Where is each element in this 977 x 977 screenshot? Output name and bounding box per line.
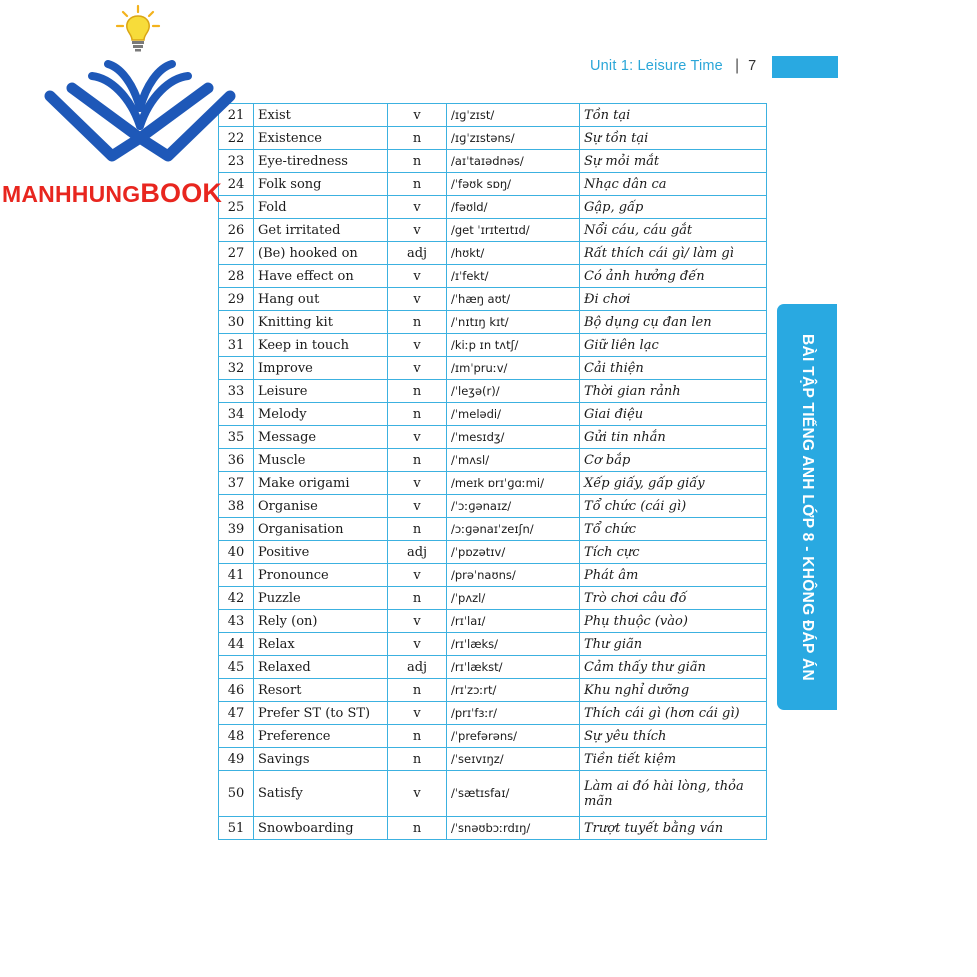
part-of-speech-cell: v	[388, 564, 447, 587]
table-row	[219, 518, 767, 541]
word-cell: Existence	[254, 127, 388, 150]
meaning-cell: Bộ dụng cụ đan len	[580, 311, 767, 334]
row-number: 36	[219, 449, 254, 472]
table-row	[219, 564, 767, 587]
table-row	[219, 127, 767, 150]
row-number: 28	[219, 265, 254, 288]
part-of-speech-cell: adj	[388, 656, 447, 679]
side-tab-text: BÀI TẬP TIẾNG ANH LỚP 8 - KHÔNG ĐÁP ÁN	[799, 333, 816, 681]
word-cell: Muscle	[254, 449, 388, 472]
row-number: 44	[219, 633, 254, 656]
meaning-cell: Trượt tuyết bằng ván	[580, 817, 767, 840]
ipa-cell: /ˈpɒzətɪv/	[447, 541, 580, 564]
brand-name-part1: MANHHUNG	[2, 181, 141, 207]
table-row	[219, 656, 767, 679]
part-of-speech-cell: v	[388, 702, 447, 725]
part-of-speech-cell: v	[388, 288, 447, 311]
row-number: 45	[219, 656, 254, 679]
table-row	[219, 357, 767, 380]
part-of-speech-cell: v	[388, 633, 447, 656]
meaning-cell: Thời gian rảnh	[580, 380, 767, 403]
table-row	[219, 633, 767, 656]
row-number: 51	[219, 817, 254, 840]
table-row	[219, 242, 767, 265]
ipa-cell: /rɪˈlæks/	[447, 633, 580, 656]
part-of-speech-cell: n	[388, 817, 447, 840]
ipa-cell: /rɪˈzɔːrt/	[447, 679, 580, 702]
part-of-speech-cell: n	[388, 380, 447, 403]
table-row	[219, 380, 767, 403]
meaning-cell: Cảm thấy thư giãn	[580, 656, 767, 679]
table-row	[219, 334, 767, 357]
word-cell: Relax	[254, 633, 388, 656]
meaning-cell: Khu nghỉ dưỡng	[580, 679, 767, 702]
word-cell: Rely (on)	[254, 610, 388, 633]
ipa-cell: /ˈmesɪdʒ/	[447, 426, 580, 449]
word-cell: Exist	[254, 104, 388, 127]
meaning-cell: Giữ liên lạc	[580, 334, 767, 357]
ipa-cell: /ˈhæŋ aʊt/	[447, 288, 580, 311]
brand-name-part2: BOOK	[140, 178, 223, 208]
part-of-speech-cell: v	[388, 104, 447, 127]
table-row	[219, 587, 767, 610]
word-cell: Puzzle	[254, 587, 388, 610]
ipa-cell: /fəʊld/	[447, 196, 580, 219]
part-of-speech-cell: adj	[388, 242, 447, 265]
row-number: 24	[219, 173, 254, 196]
part-of-speech-cell: v	[388, 265, 447, 288]
word-cell: Folk song	[254, 173, 388, 196]
part-of-speech-cell: v	[388, 610, 447, 633]
table-row	[219, 495, 767, 518]
ipa-cell: /ɪˈfekt/	[447, 265, 580, 288]
table-row	[219, 196, 767, 219]
word-cell: (Be) hooked on	[254, 242, 388, 265]
part-of-speech-cell: n	[388, 311, 447, 334]
ipa-cell: /get ˈɪrɪteɪtɪd/	[447, 219, 580, 242]
meaning-cell: Cải thiện	[580, 357, 767, 380]
part-of-speech-cell: n	[388, 127, 447, 150]
open-book-icon	[42, 56, 238, 174]
word-cell: Make origami	[254, 472, 388, 495]
table-row	[219, 541, 767, 564]
table-row	[219, 702, 767, 725]
meaning-cell: Phát âm	[580, 564, 767, 587]
part-of-speech-cell: n	[388, 587, 447, 610]
meaning-cell: Trò chơi câu đố	[580, 587, 767, 610]
row-number: 48	[219, 725, 254, 748]
word-cell: Fold	[254, 196, 388, 219]
meaning-cell: Nổi cáu, cáu gắt	[580, 219, 767, 242]
table-row	[219, 679, 767, 702]
meaning-cell: Cơ bắp	[580, 449, 767, 472]
ipa-cell: /ˈsnəʊbɔːrdɪŋ/	[447, 817, 580, 840]
table-row	[219, 725, 767, 748]
table-row	[219, 311, 767, 334]
ipa-cell: /prəˈnaʊns/	[447, 564, 580, 587]
page-number: 7	[748, 58, 757, 74]
meaning-cell: Có ảnh hưởng đến	[580, 265, 767, 288]
row-number: 41	[219, 564, 254, 587]
row-number: 25	[219, 196, 254, 219]
lightbulb-icon	[115, 4, 161, 56]
table-row	[219, 104, 767, 127]
table-row	[219, 150, 767, 173]
word-cell: Resort	[254, 679, 388, 702]
ipa-cell: /ˈsætɪsfaɪ/	[447, 771, 580, 817]
table-row	[219, 426, 767, 449]
row-number: 30	[219, 311, 254, 334]
part-of-speech-cell: v	[388, 426, 447, 449]
meaning-cell: Thích cái gì (hơn cái gì)	[580, 702, 767, 725]
meaning-cell: Phụ thuộc (vào)	[580, 610, 767, 633]
table-row	[219, 771, 767, 817]
row-number: 42	[219, 587, 254, 610]
row-number: 32	[219, 357, 254, 380]
word-cell: Satisfy	[254, 771, 388, 817]
word-cell: Preference	[254, 725, 388, 748]
ipa-cell: /ɪmˈpruːv/	[447, 357, 580, 380]
brand-name	[2, 178, 222, 209]
row-number: 35	[219, 426, 254, 449]
part-of-speech-cell: v	[388, 334, 447, 357]
word-cell: Message	[254, 426, 388, 449]
row-number: 29	[219, 288, 254, 311]
meaning-cell: Tồn tại	[580, 104, 767, 127]
row-number: 43	[219, 610, 254, 633]
row-number: 46	[219, 679, 254, 702]
word-cell: Keep in touch	[254, 334, 388, 357]
ipa-cell: /ˈpʌzl/	[447, 587, 580, 610]
meaning-cell: Sự mỏi mắt	[580, 150, 767, 173]
row-number: 38	[219, 495, 254, 518]
meaning-cell: Sự yêu thích	[580, 725, 767, 748]
word-cell: Organise	[254, 495, 388, 518]
part-of-speech-cell: v	[388, 357, 447, 380]
table-row	[219, 449, 767, 472]
row-number: 47	[219, 702, 254, 725]
ipa-cell: /ˈseɪvɪŋz/	[447, 748, 580, 771]
ipa-cell: /ˈmelədi/	[447, 403, 580, 426]
word-cell: Snowboarding	[254, 817, 388, 840]
word-cell: Relaxed	[254, 656, 388, 679]
ipa-cell: /ɔːɡənaɪˈzeɪʃn/	[447, 518, 580, 541]
table-row	[219, 219, 767, 242]
ipa-cell: /hʊkt/	[447, 242, 580, 265]
table-row	[219, 817, 767, 840]
meaning-cell: Gập, gấp	[580, 196, 767, 219]
ipa-cell: /ˈmʌsl/	[447, 449, 580, 472]
table-row	[219, 748, 767, 771]
side-tab	[777, 304, 837, 710]
part-of-speech-cell: v	[388, 771, 447, 817]
ipa-cell: /meɪk ɒrɪˈɡɑːmi/	[447, 472, 580, 495]
word-cell: Hang out	[254, 288, 388, 311]
row-number: 49	[219, 748, 254, 771]
meaning-cell: Làm ai đó hài lòng, thỏa mãn	[580, 771, 767, 817]
ipa-cell: /prɪˈfɜːr/	[447, 702, 580, 725]
word-cell: Eye-tiredness	[254, 150, 388, 173]
meaning-cell: Tiền tiết kiệm	[580, 748, 767, 771]
part-of-speech-cell: adj	[388, 541, 447, 564]
row-number: 27	[219, 242, 254, 265]
part-of-speech-cell: v	[388, 196, 447, 219]
meaning-cell: Nhạc dân ca	[580, 173, 767, 196]
part-of-speech-cell: n	[388, 403, 447, 426]
row-number: 40	[219, 541, 254, 564]
ipa-cell: /rɪˈlaɪ/	[447, 610, 580, 633]
word-cell: Organisation	[254, 518, 388, 541]
ipa-cell: /ˈnɪtɪŋ kɪt/	[447, 311, 580, 334]
unit-title: Unit 1: Leisure Time	[590, 58, 723, 74]
part-of-speech-cell: n	[388, 173, 447, 196]
part-of-speech-cell: n	[388, 725, 447, 748]
ipa-cell: /aɪˈtaɪədnəs/	[447, 150, 580, 173]
vocabulary-table-body	[219, 104, 767, 840]
meaning-cell: Tổ chức	[580, 518, 767, 541]
ipa-cell: /ˈfəʊk sɒŋ/	[447, 173, 580, 196]
header-accent-bar	[772, 56, 838, 78]
row-number: 37	[219, 472, 254, 495]
ipa-cell: /ɪɡˈzɪstəns/	[447, 127, 580, 150]
row-number: 31	[219, 334, 254, 357]
word-cell: Pronounce	[254, 564, 388, 587]
ipa-cell: /ˈleʒə(r)/	[447, 380, 580, 403]
table-row	[219, 288, 767, 311]
row-number: 33	[219, 380, 254, 403]
ipa-cell: /ˈprefərəns/	[447, 725, 580, 748]
word-cell: Have effect on	[254, 265, 388, 288]
word-cell: Savings	[254, 748, 388, 771]
meaning-cell: Tích cực	[580, 541, 767, 564]
meaning-cell: Rất thích cái gì/ làm gì	[580, 242, 767, 265]
meaning-cell: Tổ chức (cái gì)	[580, 495, 767, 518]
table-row	[219, 265, 767, 288]
meaning-cell: Xếp giấy, gấp giấy	[580, 472, 767, 495]
word-cell: Prefer ST (to ST)	[254, 702, 388, 725]
ipa-cell: /ɪɡˈzɪst/	[447, 104, 580, 127]
meaning-cell: Đi chơi	[580, 288, 767, 311]
row-number: 23	[219, 150, 254, 173]
meaning-cell: Gửi tin nhắn	[580, 426, 767, 449]
ipa-cell: /ˈɔːɡənaɪz/	[447, 495, 580, 518]
ipa-cell: /rɪˈlækst/	[447, 656, 580, 679]
part-of-speech-cell: n	[388, 150, 447, 173]
word-cell: Knitting kit	[254, 311, 388, 334]
part-of-speech-cell: v	[388, 219, 447, 242]
ipa-cell: /kiːp ɪn tʌtʃ/	[447, 334, 580, 357]
vocabulary-table	[218, 103, 767, 840]
table-row	[219, 173, 767, 196]
table-row	[219, 403, 767, 426]
row-number: 34	[219, 403, 254, 426]
row-number: 22	[219, 127, 254, 150]
table-row	[219, 472, 767, 495]
header-separator: |	[734, 57, 740, 74]
word-cell: Melody	[254, 403, 388, 426]
meaning-cell: Sự tồn tại	[580, 127, 767, 150]
row-number: 26	[219, 219, 254, 242]
page-header	[590, 57, 756, 75]
part-of-speech-cell: v	[388, 472, 447, 495]
word-cell: Get irritated	[254, 219, 388, 242]
part-of-speech-cell: n	[388, 748, 447, 771]
word-cell: Improve	[254, 357, 388, 380]
row-number: 39	[219, 518, 254, 541]
word-cell: Positive	[254, 541, 388, 564]
meaning-cell: Giai điệu	[580, 403, 767, 426]
row-number: 21	[219, 104, 254, 127]
part-of-speech-cell: n	[388, 518, 447, 541]
part-of-speech-cell: n	[388, 449, 447, 472]
part-of-speech-cell: n	[388, 679, 447, 702]
table-row	[219, 610, 767, 633]
part-of-speech-cell: v	[388, 495, 447, 518]
meaning-cell: Thư giãn	[580, 633, 767, 656]
row-number: 50	[219, 771, 254, 817]
brand-logo	[0, 0, 280, 215]
word-cell: Leisure	[254, 380, 388, 403]
